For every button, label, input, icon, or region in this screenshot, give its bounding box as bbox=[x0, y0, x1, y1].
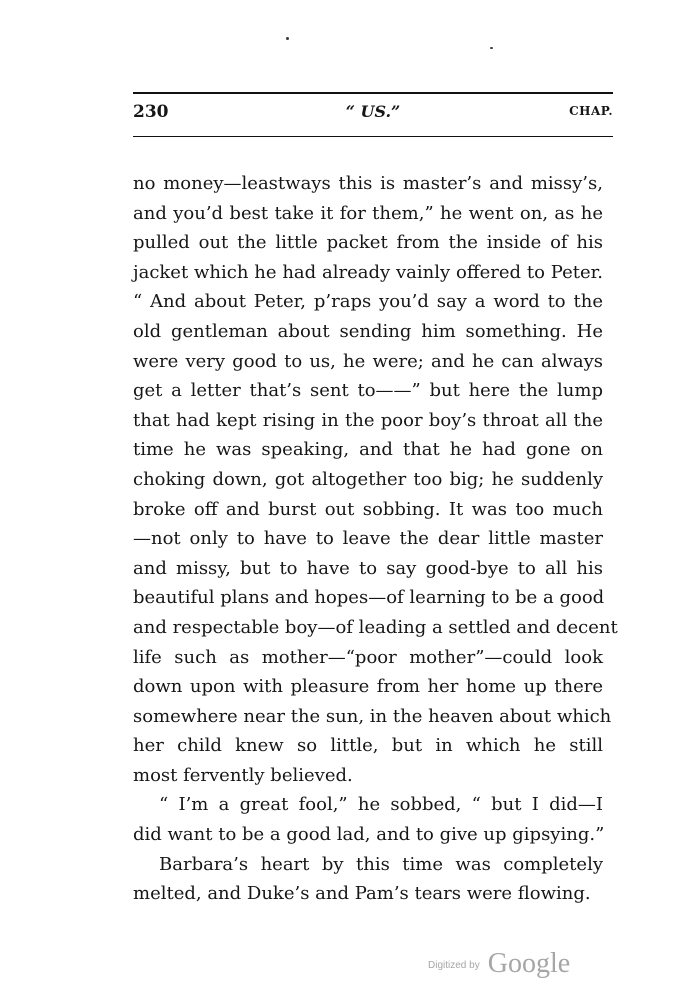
text-line: did want to be a good lad, and to give up gipsying.” bbox=[133, 824, 605, 846]
text-line: time he was speaking, and that he had gone on bbox=[133, 439, 603, 461]
text-line: melted, and Duke’s and Pam’s tears were flowing. bbox=[133, 883, 591, 905]
text-line: most fervently believed. bbox=[133, 764, 353, 786]
text-line: jacket which he had already vainly offered to Peter. bbox=[133, 261, 603, 283]
text-line: that had kept rising in the poor boy’s throat all the bbox=[133, 409, 603, 431]
page-number: 230 bbox=[133, 102, 169, 122]
google-logo: Google bbox=[487, 948, 571, 979]
watermark-prefix: Digitized by bbox=[428, 960, 480, 971]
text-line: and missy, but to have to say good-bye to all his bbox=[133, 557, 603, 579]
scan-speck bbox=[286, 37, 289, 40]
text-line: somewhere near the sun, in the heaven about which bbox=[133, 705, 612, 727]
text-line: old gentleman about sending him something. He bbox=[133, 320, 603, 342]
text-line: —not only to have to leave the dear little master bbox=[133, 528, 603, 550]
scan-speck bbox=[490, 47, 493, 49]
text-line: broke off and burst out sobbing. It was too much bbox=[133, 498, 603, 520]
text-line: choking down, got altogether too big; he suddenly bbox=[133, 468, 603, 490]
text-line: “ I’m a great fool,” he sobbed, “ but I did—I bbox=[159, 794, 603, 816]
text-line: were very good to us, he were; and he can always bbox=[133, 350, 603, 372]
text-line: get a letter that’s sent to——” but here the lump bbox=[133, 380, 603, 402]
running-title: “ US.” bbox=[345, 102, 401, 121]
text-line: life such as mother—“poor mother”—could look bbox=[133, 646, 603, 668]
text-line: and respectable boy—of leading a settled and decent bbox=[133, 616, 618, 638]
text-line: “ And about Peter, p’raps you’d say a word to the bbox=[133, 291, 603, 313]
text-line: her child knew so little, but in which he still bbox=[133, 735, 603, 757]
page-header bbox=[133, 102, 613, 128]
header-rule-top bbox=[133, 92, 613, 94]
text-line: pulled out the little packet from the inside of his bbox=[133, 232, 603, 254]
text-line: no money—leastways this is master’s and missy’s, bbox=[133, 173, 603, 194]
header-rule-bottom bbox=[133, 136, 613, 137]
text-line: down upon with pleasure from her home up there bbox=[133, 676, 603, 698]
chapter-label: CHAP. bbox=[569, 104, 613, 118]
text-line: beautiful plans and hopes—of learning to be a good bbox=[133, 587, 605, 609]
text-line: and you’d best take it for them,” he went on, as he bbox=[133, 202, 603, 224]
digitized-watermark bbox=[428, 944, 571, 979]
text-line: Barbara’s heart by this time was completely bbox=[159, 853, 603, 875]
body-text bbox=[133, 169, 618, 909]
